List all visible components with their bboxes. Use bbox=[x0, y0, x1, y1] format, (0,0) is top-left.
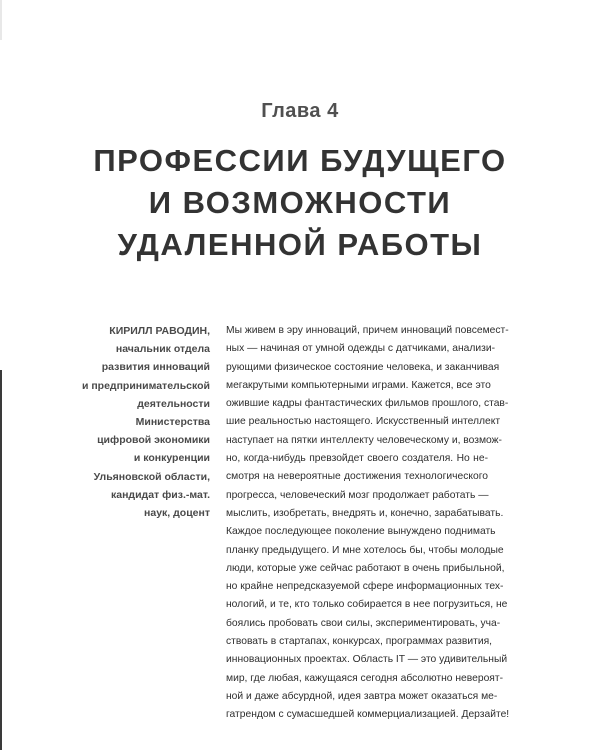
author-line: развития инноваций bbox=[101, 361, 210, 374]
body-line: рующими физическое состояние человека, и заканчивая bbox=[226, 361, 500, 373]
author-line: Ульяновской области, bbox=[93, 470, 210, 483]
body-line: мегакрутыми компьютерными играми. Кажется, все это bbox=[226, 379, 491, 391]
page-edge-shadow-top bbox=[0, 0, 2, 40]
chapter-title bbox=[0, 140, 600, 266]
body-line: мир, где любая, кажущаяся сегодня абсолютно невероят- bbox=[226, 672, 504, 684]
body-line: прогресса, человеческий мозг продолжает работать — bbox=[226, 489, 489, 501]
author-line: КИРИЛЛ РАВОДИН, bbox=[109, 325, 210, 337]
body-line: мыслить, изобретать, внедрять и, конечно, зарабатывать. bbox=[226, 507, 504, 519]
chapter-title-line: УДАЛЕННОЙ РАБОТЫ bbox=[117, 227, 483, 262]
page-edge-shadow bbox=[0, 370, 2, 750]
author-line: наук, доцент bbox=[144, 507, 210, 520]
body-line: шие реальностью настоящего. Искусственный интеллект bbox=[226, 416, 501, 428]
body-line: наступает на пятки интеллекту человеческому и, возмож- bbox=[226, 434, 502, 446]
author-line: кандидат физ.-мат. bbox=[110, 488, 210, 501]
body-line: ожившие кадры фантастических фильмов прошлого, став- bbox=[226, 398, 509, 410]
body-line: боялись пробовать свои силы, экспериментировать, уча- bbox=[226, 617, 501, 629]
body-line: ствовать в стартапах, конкурсах, программах развития, bbox=[226, 636, 493, 648]
body-line: гатрендом с сумасшедшей коммерциализацией. Дерзайте! bbox=[226, 709, 510, 721]
author-line: деятельности bbox=[137, 397, 210, 410]
body-line: ной и даже абсурдной, идея завтра может оказаться ме- bbox=[226, 690, 498, 702]
author-line: и предпринимательской bbox=[81, 379, 210, 392]
body-line: планку предыдущего. И мне хотелось бы, чтобы молодые bbox=[226, 544, 504, 556]
author-line: цифровой экономики bbox=[97, 434, 210, 447]
author-line: и конкуренции bbox=[133, 452, 210, 465]
body-line: нологий, и те, кто только собирается в нее погрузиться, не bbox=[226, 599, 508, 611]
chapter-label: Глава 4 bbox=[261, 100, 339, 122]
chapter-title-line: И ВОЗМОЖНОСТИ bbox=[148, 185, 452, 220]
body-line: Мы живем в эру инноваций, причем инноваций повсемест- bbox=[226, 325, 509, 336]
author-sidebar bbox=[78, 322, 210, 522]
author-line: начальник отдела bbox=[115, 343, 210, 356]
body-paragraph bbox=[226, 322, 510, 725]
body-line: люди, которые уже сейчас работают в очень прибыльной, bbox=[226, 562, 505, 574]
body-line: Каждое последующее поколение вынуждено поднимать bbox=[226, 526, 496, 538]
body-line: но, когда-нибудь превзойдет своего создателя. Но не- bbox=[226, 453, 488, 465]
body-line: ных — начиная от умной одежды с датчиками, анализи- bbox=[226, 343, 496, 355]
body-line: инновационных проектах. Область IT — это удивительный bbox=[226, 654, 508, 666]
chapter-title-line: ПРОФЕССИИ БУДУЩЕГО bbox=[93, 143, 507, 178]
body-line: но крайне непредсказуемой сфере информационных тех- bbox=[226, 581, 504, 593]
body-line: смотря на невероятные достижения технологического bbox=[226, 471, 488, 483]
author-line: Министерства bbox=[135, 416, 210, 429]
